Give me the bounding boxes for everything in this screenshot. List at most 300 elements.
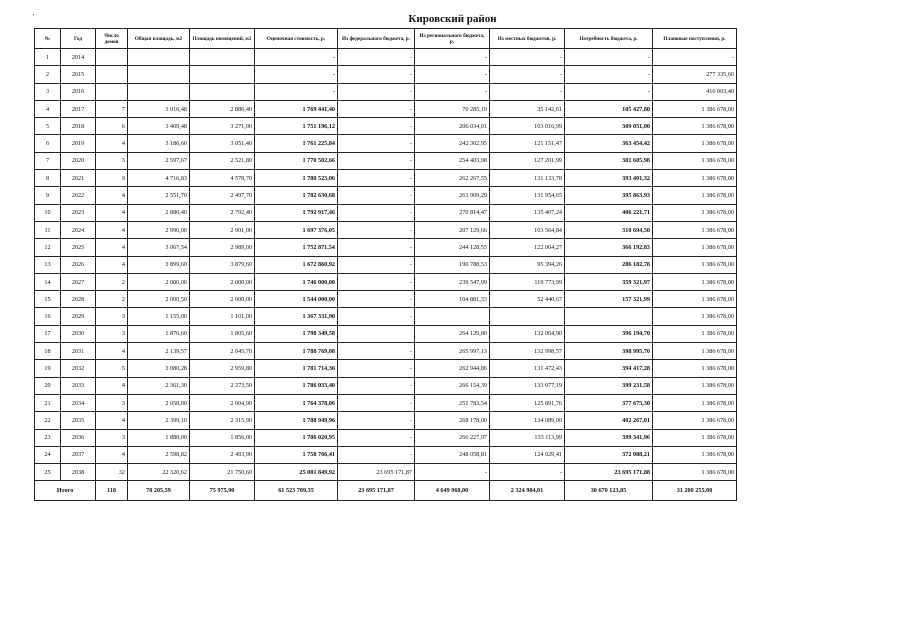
table-row — [35, 273, 737, 290]
table-cell: 262 267,55 — [415, 170, 490, 187]
table-cell: 119 773,99 — [490, 273, 565, 290]
table-cell: 268 178,00 — [415, 412, 490, 429]
table-cell: 286 182,78 — [565, 256, 653, 273]
column-header: № — [35, 29, 61, 49]
table-cell: 244 128,55 — [415, 239, 490, 256]
table-cell: 2 497,70 — [190, 187, 255, 204]
table-cell: 4 — [96, 377, 128, 394]
table-cell: - — [338, 394, 415, 411]
table-cell: 1 386 678,00 — [653, 325, 737, 342]
table-cell: 366 192,83 — [565, 239, 653, 256]
table-cell: 359 321,97 — [565, 273, 653, 290]
table-cell: 22 320,62 — [128, 464, 190, 481]
table-cell: 2 989,00 — [190, 239, 255, 256]
table-cell: 1 155,00 — [128, 308, 190, 325]
table-cell: 266 154,39 — [415, 377, 490, 394]
table-cell: - — [415, 464, 490, 481]
table-row — [35, 394, 737, 411]
table-row — [35, 100, 737, 117]
table-cell: 3 271,00 — [190, 118, 255, 135]
table-cell: 2 — [96, 273, 128, 290]
table-cell: 9 — [96, 170, 128, 187]
table-cell — [338, 325, 415, 342]
table-cell: 394 417,28 — [565, 360, 653, 377]
table-row — [35, 221, 737, 238]
table-cell: 2 521,80 — [190, 152, 255, 169]
table-cell: - — [490, 83, 565, 100]
table-cell: - — [338, 377, 415, 394]
table-cell: 2 493,90 — [190, 446, 255, 463]
table-cell: 1 856,00 — [190, 429, 255, 446]
table-cell: 2014 — [61, 49, 96, 66]
total-cell: 23 695 171,87 — [338, 481, 415, 501]
table-cell: 190 788,53 — [415, 256, 490, 273]
table-cell: 2 399,10 — [128, 412, 190, 429]
table-cell: 3 — [96, 429, 128, 446]
table-cell: 70 285,19 — [415, 100, 490, 117]
table-cell: 122 064,27 — [490, 239, 565, 256]
table-cell: 402 267,01 — [565, 412, 653, 429]
table-cell: 242 302,95 — [415, 135, 490, 152]
table-cell: - — [415, 49, 490, 66]
column-header: Число домов — [96, 29, 128, 49]
table-cell: 1 386 678,00 — [653, 239, 737, 256]
total-cell: 31 200 255,00 — [653, 481, 737, 501]
table-cell: 2 000,00 — [128, 273, 190, 290]
table-cell: 239 547,99 — [415, 273, 490, 290]
total-cell: 4 649 968,00 — [415, 481, 490, 501]
table-cell — [128, 83, 190, 100]
table-cell — [190, 83, 255, 100]
table-cell: 2026 — [61, 256, 96, 273]
table-cell: 1 786 020,95 — [255, 429, 338, 446]
table-row — [35, 152, 737, 169]
table-row — [35, 446, 737, 463]
table-cell: 1 386 678,00 — [653, 291, 737, 308]
table-cell: - — [338, 221, 415, 238]
table-cell: 251 783,54 — [415, 394, 490, 411]
table-cell: - — [338, 100, 415, 117]
table-cell: 2028 — [61, 291, 96, 308]
table-cell: 3 — [96, 325, 128, 342]
table-cell: 363 454,42 — [565, 135, 653, 152]
table-cell: 2 792,40 — [190, 204, 255, 221]
table-cell: 1 672 860,92 — [255, 256, 338, 273]
table-cell: 1 386 678,00 — [653, 204, 737, 221]
table-cell: 1 386 678,00 — [653, 308, 737, 325]
table-row — [35, 170, 737, 187]
table-body — [35, 49, 737, 501]
table-cell — [415, 308, 490, 325]
table-cell: 207 129,66 — [415, 221, 490, 238]
table-cell: 206 034,01 — [415, 118, 490, 135]
table-cell: 8 — [35, 170, 61, 187]
table-cell: 4 — [35, 100, 61, 117]
table-cell: - — [255, 66, 338, 83]
table-cell: 1 697 376,05 — [255, 221, 338, 238]
table-row — [35, 308, 737, 325]
table-cell: 21 — [35, 394, 61, 411]
table-cell: - — [338, 83, 415, 100]
table-row — [35, 464, 737, 481]
table-row — [35, 377, 737, 394]
table-cell: 377 675,30 — [565, 394, 653, 411]
table-cell: 2 901,00 — [190, 221, 255, 238]
column-header: Год — [61, 29, 96, 49]
header-row — [35, 29, 737, 49]
table-cell: 1 386 678,00 — [653, 343, 737, 360]
table-cell: 32 — [96, 464, 128, 481]
table-cell: 9 — [35, 187, 61, 204]
table-cell: - — [338, 256, 415, 273]
table-cell: 3 409,48 — [128, 118, 190, 135]
total-cell: 78 205,59 — [128, 481, 190, 501]
table-cell: - — [338, 66, 415, 83]
table-row — [35, 66, 737, 83]
table-cell: - — [338, 308, 415, 325]
table-cell: 23 695 171,88 — [565, 464, 653, 481]
table-cell: 1 386 678,00 — [653, 377, 737, 394]
table-cell: - — [338, 135, 415, 152]
table-cell: 1 782 630,68 — [255, 187, 338, 204]
table-cell: 254 403,98 — [415, 152, 490, 169]
table-cell: 131 133,78 — [490, 170, 565, 187]
table-cell: - — [338, 49, 415, 66]
table-cell: 262 944,86 — [415, 360, 490, 377]
table-cell — [490, 308, 565, 325]
table-cell: 135 407,24 — [490, 204, 565, 221]
total-cell: 2 324 984,01 — [490, 481, 565, 501]
table-cell: 4 578,70 — [190, 170, 255, 187]
table-cell: 266 227,97 — [415, 429, 490, 446]
table-cell: 1 386 678,00 — [653, 412, 737, 429]
table-cell: - — [338, 412, 415, 429]
table-cell: 121 151,47 — [490, 135, 565, 152]
table-cell: 132 998,57 — [490, 343, 565, 360]
table-cell: 2033 — [61, 377, 96, 394]
table-cell: 3 — [96, 394, 128, 411]
table-cell: 1 386 678,00 — [653, 464, 737, 481]
table-cell: 1 367 331,90 — [255, 308, 338, 325]
table-cell: 1 781 714,36 — [255, 360, 338, 377]
table-cell — [565, 308, 653, 325]
table-cell: 1 386 678,00 — [653, 446, 737, 463]
table-cell — [96, 66, 128, 83]
table-cell: 1 386 678,00 — [653, 100, 737, 117]
table-cell: 1 888,00 — [128, 429, 190, 446]
table-cell: 1 386 678,00 — [653, 187, 737, 204]
table-cell: 2015 — [61, 66, 96, 83]
table-cell: 22 — [35, 412, 61, 429]
table-cell: 21 750,60 — [190, 464, 255, 481]
table-cell: 1 780 523,06 — [255, 170, 338, 187]
table-cell: 3 — [96, 152, 128, 169]
table-cell: - — [565, 49, 653, 66]
table-cell: 2 959,80 — [190, 360, 255, 377]
table-cell: 277 335,60 — [653, 66, 737, 83]
table-row — [35, 291, 737, 308]
table-row — [35, 429, 737, 446]
table-cell: 19 — [35, 360, 61, 377]
table-cell: 1 786 033,40 — [255, 377, 338, 394]
table-cell: 131 954,65 — [490, 187, 565, 204]
table-row — [35, 187, 737, 204]
table-cell: 3 186,60 — [128, 135, 190, 152]
table-cell: 11 — [35, 221, 61, 238]
table-cell: 2030 — [61, 325, 96, 342]
table-row — [35, 83, 737, 100]
table-cell: 2 315,90 — [190, 412, 255, 429]
table-cell: 4 — [96, 239, 128, 256]
table-cell: 2022 — [61, 187, 96, 204]
table-cell: 3 899,60 — [128, 256, 190, 273]
table-cell: 1 758 766,41 — [255, 446, 338, 463]
table-cell: - — [565, 66, 653, 83]
table-cell: 1 386 678,00 — [653, 118, 737, 135]
table-cell: - — [338, 343, 415, 360]
table-cell: 3 — [96, 308, 128, 325]
table-cell: 1 544 000,00 — [255, 291, 338, 308]
total-cell: 75 975,90 — [190, 481, 255, 501]
table-cell: 1 386 678,00 — [653, 394, 737, 411]
table-cell: 2018 — [61, 118, 96, 135]
table-cell: - — [338, 429, 415, 446]
table-cell: 3 016,48 — [128, 100, 190, 117]
table-cell: 4 — [96, 412, 128, 429]
table-cell: 1 386 678,00 — [653, 135, 737, 152]
table-cell: 1 386 678,00 — [653, 360, 737, 377]
table-cell: 2038 — [61, 464, 96, 481]
table-cell: 104 881,33 — [415, 291, 490, 308]
total-label: Итого — [35, 481, 96, 501]
table-cell: 2 004,90 — [190, 394, 255, 411]
table-cell: 2 000,00 — [190, 291, 255, 308]
table-cell: 23 — [35, 429, 61, 446]
table-cell: 12 — [35, 239, 61, 256]
table-cell: - — [415, 83, 490, 100]
table-cell: 2 996,00 — [128, 221, 190, 238]
table-cell: 2023 — [61, 204, 96, 221]
table-cell: 2020 — [61, 152, 96, 169]
table-cell: 1 788 769,08 — [255, 343, 338, 360]
table-cell: - — [490, 66, 565, 83]
table-cell: 17 — [35, 325, 61, 342]
table-cell: 2027 — [61, 273, 96, 290]
table-cell: 2 886,40 — [128, 204, 190, 221]
table-cell: 2029 — [61, 308, 96, 325]
table-cell: 3 — [35, 83, 61, 100]
table-cell: 10 — [35, 204, 61, 221]
table-cell: - — [490, 464, 565, 481]
table-cell: 131 472,43 — [490, 360, 565, 377]
table-cell: 125 891,76 — [490, 394, 565, 411]
table-cell: - — [255, 49, 338, 66]
table-cell: 393 401,32 — [565, 170, 653, 187]
table-cell: 2036 — [61, 429, 96, 446]
table-cell: - — [338, 360, 415, 377]
budget-table — [34, 28, 737, 501]
table-row — [35, 49, 737, 66]
table-cell: 1 764 378,06 — [255, 394, 338, 411]
table-cell: 395 863,93 — [565, 187, 653, 204]
table-cell: 2 273,50 — [190, 377, 255, 394]
total-cell: 30 670 123,85 — [565, 481, 653, 501]
table-cell: - — [338, 239, 415, 256]
table-row — [35, 239, 737, 256]
table-cell: 18 — [35, 343, 61, 360]
table-cell: 13 — [35, 256, 61, 273]
table-cell: 1 386 678,00 — [653, 152, 737, 169]
table-cell: - — [338, 152, 415, 169]
table-cell: 4 — [96, 204, 128, 221]
table-cell: 52 440,67 — [490, 291, 565, 308]
table-cell: 372 088,21 — [565, 446, 653, 463]
table-cell: 1 752 871,54 — [255, 239, 338, 256]
column-header: Плановые поступления, р. — [653, 29, 737, 49]
table-cell: 248 058,81 — [415, 446, 490, 463]
table-cell: 2021 — [61, 170, 96, 187]
table-cell: 264 129,80 — [415, 325, 490, 342]
table-row — [35, 135, 737, 152]
table-cell: - — [338, 291, 415, 308]
table-cell — [128, 66, 190, 83]
column-header: Потребность бюджета, р. — [565, 29, 653, 49]
table-cell: 4 716,83 — [128, 170, 190, 187]
table-cell: 6 — [96, 118, 128, 135]
table-cell: 2 — [35, 66, 61, 83]
table-cell: 2024 — [61, 221, 96, 238]
table-cell: 1 769 441,40 — [255, 100, 338, 117]
column-header: Площадь помещений, м2 — [190, 29, 255, 49]
table-row — [35, 412, 737, 429]
table-cell: 5 — [96, 360, 128, 377]
table-cell: 381 605,98 — [565, 152, 653, 169]
table-cell: - — [338, 273, 415, 290]
table-cell: 6 — [35, 135, 61, 152]
table-cell: 134 089,00 — [490, 412, 565, 429]
table-cell: 2 551,70 — [128, 187, 190, 204]
table-cell: - — [415, 66, 490, 83]
table-cell: 1 101,00 — [190, 308, 255, 325]
table-cell: 1 386 678,00 — [653, 273, 737, 290]
table-cell: 1 386 678,00 — [653, 429, 737, 446]
table-cell: - — [338, 187, 415, 204]
table-cell: 1 876,60 — [128, 325, 190, 342]
table-cell: 2 597,67 — [128, 152, 190, 169]
table-cell: 2 886,40 — [190, 100, 255, 117]
table-cell: 2 361,30 — [128, 377, 190, 394]
table-cell — [128, 49, 190, 66]
table-row — [35, 256, 737, 273]
table-cell: 7 — [35, 152, 61, 169]
table-cell: 2 000,50 — [128, 291, 190, 308]
table-cell: - — [490, 49, 565, 66]
table-cell: 396 194,70 — [565, 325, 653, 342]
table-cell: 25 — [35, 464, 61, 481]
table-cell: 3 067,54 — [128, 239, 190, 256]
table-cell: 270 814,47 — [415, 204, 490, 221]
table-cell: 103 016,99 — [490, 118, 565, 135]
table-cell: 2 045,70 — [190, 343, 255, 360]
table-cell: 1 386 678,00 — [653, 170, 737, 187]
total-row — [35, 481, 737, 501]
table-cell: 2025 — [61, 239, 96, 256]
table-cell: 310 694,50 — [565, 221, 653, 238]
table-cell: 1 751 196,12 — [255, 118, 338, 135]
table-cell: 2035 — [61, 412, 96, 429]
table-cell: 95 394,26 — [490, 256, 565, 273]
table-cell: 399 231,58 — [565, 377, 653, 394]
table-cell: 2 000,00 — [190, 273, 255, 290]
table-cell: 1 746 000,00 — [255, 273, 338, 290]
table-row — [35, 360, 737, 377]
table-cell: 1 805,60 — [190, 325, 255, 342]
table-cell: 2 — [96, 291, 128, 308]
table-cell: 124 029,41 — [490, 446, 565, 463]
column-header: Общая площадь, м2 — [128, 29, 190, 49]
table-cell: 25 081 849,92 — [255, 464, 338, 481]
table-cell: 133 113,99 — [490, 429, 565, 446]
table-cell: - — [338, 170, 415, 187]
table-cell: 416 003,40 — [653, 83, 737, 100]
table-cell: 157 321,99 — [565, 291, 653, 308]
table-cell: 5 — [35, 118, 61, 135]
table-cell: 16 — [35, 308, 61, 325]
table-cell: 1 770 502,66 — [255, 152, 338, 169]
table-cell: 4 — [96, 446, 128, 463]
table-cell: 263 909,29 — [415, 187, 490, 204]
table-cell: 4 — [96, 135, 128, 152]
table-row — [35, 118, 737, 135]
table-cell: 4 — [96, 187, 128, 204]
column-header: Из местных бюджетов, р. — [490, 29, 565, 49]
table-cell: 14 — [35, 273, 61, 290]
total-cell: 118 — [96, 481, 128, 501]
table-cell: 2 139,57 — [128, 343, 190, 360]
table-cell: 132 064,90 — [490, 325, 565, 342]
table-cell: 2032 — [61, 360, 96, 377]
table-cell: - — [653, 49, 737, 66]
table-cell: 20 — [35, 377, 61, 394]
table-cell: 105 427,80 — [565, 100, 653, 117]
table-cell: 24 — [35, 446, 61, 463]
table-row — [35, 204, 737, 221]
table-cell: 1 792 917,46 — [255, 204, 338, 221]
table-cell: 2019 — [61, 135, 96, 152]
table-cell: 2037 — [61, 446, 96, 463]
table-cell: 1 — [35, 49, 61, 66]
table-cell: 3 051,40 — [190, 135, 255, 152]
table-cell — [96, 49, 128, 66]
total-cell: 61 523 709,35 — [255, 481, 338, 501]
table-cell: 406 221,71 — [565, 204, 653, 221]
table-cell: 2017 — [61, 100, 96, 117]
table-cell: 1 386 678,00 — [653, 221, 737, 238]
table-cell — [190, 66, 255, 83]
table-cell: - — [338, 118, 415, 135]
table-cell: 4 — [96, 221, 128, 238]
table-cell: 23 695 171,87 — [338, 464, 415, 481]
table-cell: 4 — [96, 256, 128, 273]
table-cell: - — [338, 204, 415, 221]
table-cell: 265 997,13 — [415, 343, 490, 360]
table-row — [35, 325, 737, 342]
table-cell: 2034 — [61, 394, 96, 411]
table-cell: 1 798 349,58 — [255, 325, 338, 342]
table-cell: 3 080,28 — [128, 360, 190, 377]
column-header: Из федерального бюджета, р. — [338, 29, 415, 49]
table-cell: 133 077,19 — [490, 377, 565, 394]
